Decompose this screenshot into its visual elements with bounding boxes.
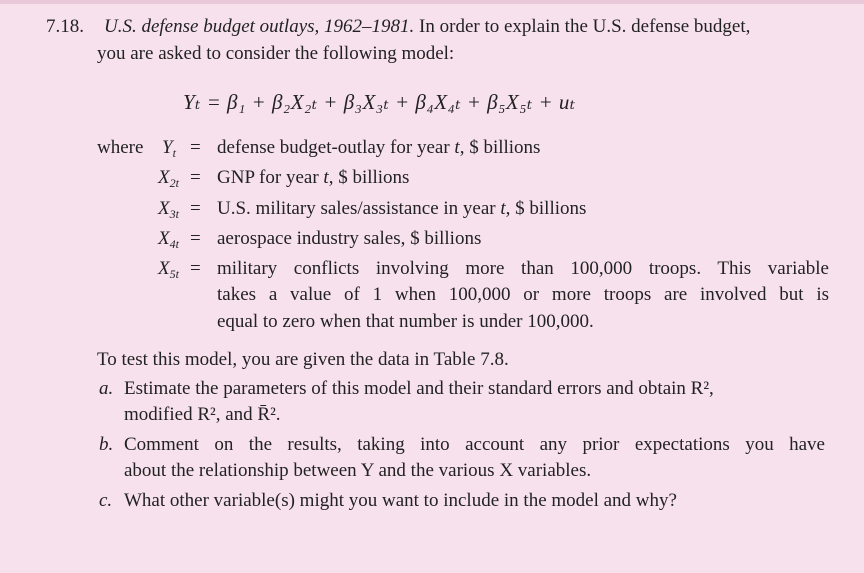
- def-text-x2: GNP for year t, $ billions: [217, 167, 410, 188]
- def-equals-x3: =: [190, 198, 201, 219]
- def-symbol-y: $Y_t$: [162, 137, 176, 160]
- problem-intro-line2: you are asked to consider the following model:: [97, 43, 455, 64]
- question-c-label: c.: [99, 490, 113, 511]
- def-symbol-x2: $X_{2t}$: [158, 167, 179, 190]
- problem-number: 7.18.: [46, 16, 84, 37]
- def-symbol-x4: $X_{4t}$: [158, 228, 179, 251]
- question-a-line1: Estimate the parameters of this model and their standard errors and obtain R²,: [124, 378, 714, 399]
- question-a-label: a.: [99, 378, 114, 399]
- def-text-x5: military conflicts involving more than 100,000 troops. This variable: [217, 258, 829, 279]
- where-label: where: [97, 137, 144, 158]
- def-x5-continued-line2: equal to zero when that number is under 100,000.: [217, 311, 594, 332]
- task-intro: To test this model, you are given the data in Table 7.8.: [97, 349, 509, 370]
- def-x5-continued-line1: takes a value of 1 when 100,000 or more troops are involved but is: [217, 284, 829, 305]
- model-equation-text: Yₜ = β₁ + β₂X₂ₜ + β₃X₃ₜ + β₄X₄ₜ + β₅X₅ₜ + uₜ: [183, 90, 576, 114]
- cropped-top-edge: [0, 0, 864, 4]
- question-a-line2: modified R², and R̄².: [124, 404, 281, 425]
- def-equals-x5: =: [190, 258, 201, 279]
- model-equation: [183, 90, 576, 114]
- def-equals-y: =: [190, 137, 201, 158]
- def-symbol-x3: $X_{3t}$: [158, 198, 179, 221]
- question-b-line1: Comment on the results, taking into account any prior expectations you have: [124, 434, 825, 455]
- def-text-y: defense budget-outlay for year t, $ billions: [217, 137, 541, 158]
- def-text-x3: U.S. military sales/assistance in year t, $ billions: [217, 198, 587, 219]
- def-symbol-x5: $X_{5t}$: [158, 258, 179, 281]
- def-text-x4: aerospace industry sales, $ billions: [217, 228, 482, 249]
- question-b-label: b.: [99, 434, 114, 455]
- problem-title: U.S. defense budget outlays, 1962–1981.: [104, 16, 415, 37]
- question-c-line1: What other variable(s) might you want to include in the model and why?: [124, 490, 677, 511]
- question-b-line2: about the relationship between Y and the various X variables.: [124, 460, 592, 481]
- def-equals-x2: =: [190, 167, 201, 188]
- problem-intro-line1: In order to explain the U.S. defense budget,: [419, 16, 751, 37]
- problem-heading: [104, 15, 750, 39]
- def-equals-x4: =: [190, 228, 201, 249]
